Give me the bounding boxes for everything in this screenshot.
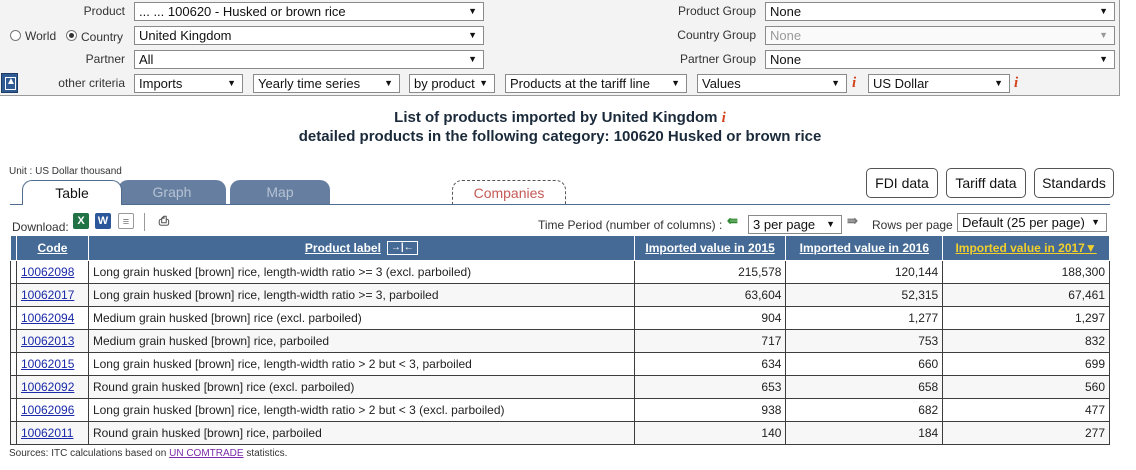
level-select[interactable]: Products at the tariff line ▼ [505, 74, 687, 93]
product-code-link[interactable]: 10062094 [20, 311, 75, 325]
chevron-down-icon: ▼ [468, 6, 477, 16]
country-label: Country [81, 30, 124, 44]
product-code-link[interactable]: 10062096 [20, 403, 75, 417]
info-icon[interactable]: i [852, 75, 857, 91]
criteria-panel [0, 0, 1120, 96]
value-2015-cell: 63,604 [634, 284, 786, 307]
value-2016-cell: 660 [786, 353, 943, 376]
code-cell[interactable] [16, 422, 88, 445]
product-select[interactable]: ... ... 100620 - Husked or brown rice ▼ [134, 2, 484, 21]
product-code-link[interactable]: 10062011 [20, 426, 74, 440]
collapse-criteria-button[interactable] [1, 73, 18, 93]
value-2016-cell: 120,144 [786, 261, 943, 284]
code-cell[interactable] [16, 399, 88, 422]
tab-table[interactable]: Table [22, 180, 122, 205]
chevron-down-icon: ▼ [826, 219, 835, 229]
partner-label: Partner [85, 52, 125, 66]
value-2017-cell: 277 [943, 422, 1110, 445]
value-2015-cell: 634 [634, 353, 786, 376]
product-label-cell: Medium grain husked [brown] rice (excl. parboiled) [88, 307, 634, 330]
rows-per-page-select[interactable]: Default (25 per page) ▼ [957, 213, 1107, 232]
table-row [11, 376, 1110, 399]
value-2015-cell: 653 [634, 376, 786, 399]
world-label: World [25, 29, 57, 43]
value-2017-cell: 1,297 [943, 307, 1110, 330]
partner-select[interactable]: All ▼ [134, 50, 484, 69]
trade-flow-select[interactable]: Imports ▼ [134, 74, 243, 93]
page-title [0, 108, 1120, 146]
text-file-icon[interactable]: ≡ [118, 213, 134, 229]
table-row [11, 353, 1110, 376]
table-row [11, 330, 1110, 353]
value-2015-cell: 717 [634, 330, 786, 353]
other-criteria-label: other criteria [58, 76, 125, 90]
product-label-header[interactable]: Product label →|← [88, 236, 634, 261]
expand-columns-icon[interactable]: →|← [387, 241, 418, 255]
standards-button[interactable]: Standards [1034, 168, 1114, 198]
by-select[interactable]: by product ▼ [409, 74, 495, 93]
chevron-down-icon: ▼ [384, 78, 393, 88]
product-code-link[interactable]: 10062013 [20, 334, 75, 348]
country-select[interactable]: United Kingdom ▼ [134, 26, 484, 45]
value-2015-cell: 215,578 [634, 261, 786, 284]
table-row [11, 399, 1110, 422]
sources-suffix: statistics. [246, 448, 288, 459]
series-select[interactable]: Yearly time series ▼ [253, 74, 400, 93]
chevron-down-icon: ▼ [227, 78, 236, 88]
fdi-data-button[interactable]: FDI data [866, 168, 938, 198]
value-2017-cell: 560 [943, 376, 1110, 399]
product-code-link[interactable]: 10062015 [20, 357, 75, 371]
code-cell[interactable] [16, 330, 88, 353]
value-2015-cell: 938 [634, 399, 786, 422]
country-group-label: Country Group [677, 28, 756, 42]
product-label-cell: Round grain husked [brown] rice (excl. parboiled) [88, 376, 634, 399]
value-2016-cell: 184 [786, 422, 943, 445]
currency-select[interactable]: US Dollar ▼ [868, 74, 1010, 93]
chevron-down-icon: ▼ [468, 30, 477, 40]
previous-period-icon[interactable]: ⇚ [727, 213, 738, 228]
tariff-data-button[interactable]: Tariff data [946, 168, 1026, 198]
chevron-down-icon: ▼ [671, 78, 680, 88]
tab-map[interactable]: Map [230, 180, 330, 204]
chevron-down-icon: ▼ [831, 78, 840, 88]
value-2016-cell: 658 [786, 376, 943, 399]
country-group-select[interactable]: None ▼ [765, 26, 1115, 45]
product-label-cell: Round grain husked [brown] rice, parboiled [88, 422, 634, 445]
value-2015-cell: 140 [634, 422, 786, 445]
code-cell[interactable] [16, 284, 88, 307]
products-table [10, 235, 1110, 445]
imported-2017-header[interactable]: Imported value in 2017▼ [943, 236, 1110, 261]
value-2016-cell: 52,315 [786, 284, 943, 307]
chevron-down-icon: ▼ [994, 78, 1003, 88]
product-label-cell: Long grain husked [brown] rice, length-width ratio >= 3 (excl. parboiled) [88, 261, 634, 284]
un-comtrade-link[interactable]: UN COMTRADE [169, 448, 244, 459]
table-row [11, 307, 1110, 330]
printer-icon[interactable]: ⎙ [156, 213, 172, 229]
sources-prefix: Sources: ITC calculations based on [9, 448, 167, 459]
value-2017-cell: 67,461 [943, 284, 1110, 307]
tab-companies[interactable]: Companies [452, 180, 566, 204]
product-code-link[interactable]: 10062092 [20, 380, 75, 394]
imported-2016-header[interactable]: Imported value in 2016 [786, 236, 943, 261]
product-label-cell: Long grain husked [brown] rice, length-width ratio > 2 but < 3, parboiled [88, 353, 634, 376]
chevron-down-icon: ▼ [1099, 6, 1108, 16]
table-row [11, 284, 1110, 307]
partner-group-select[interactable]: None ▼ [765, 50, 1115, 69]
title-line-1: List of products imported by United Kingdom [394, 109, 718, 126]
product-code-link[interactable]: 10062017 [20, 288, 75, 302]
time-period-select[interactable]: 3 per page ▼ [748, 215, 842, 234]
product-label: Product [83, 4, 125, 18]
excel-icon[interactable]: X [73, 213, 89, 229]
chevron-down-icon: ▼ [1099, 30, 1108, 40]
measure-select[interactable]: Values ▼ [697, 74, 847, 93]
value-2016-cell: 1,277 [786, 307, 943, 330]
rows-per-page-label: Rows per page [872, 218, 953, 232]
product-label-cell: Long grain husked [brown] rice, length-width ratio >= 3, parboiled [88, 284, 634, 307]
sources-note [9, 448, 287, 459]
table-header-row [11, 236, 1110, 261]
product-label-cell: Medium grain husked [brown] rice, parboiled [88, 330, 634, 353]
table-row [11, 422, 1110, 445]
world-radio[interactable] [10, 30, 21, 41]
code-cell[interactable] [16, 376, 88, 399]
partner-group-label: Partner Group [679, 52, 756, 66]
code-cell[interactable] [16, 261, 88, 284]
country-radio[interactable] [66, 30, 77, 41]
product-code-link[interactable]: 10062098 [20, 265, 75, 279]
time-period-label: Time Period (number of columns) : [538, 218, 723, 232]
value-2016-cell: 682 [786, 399, 943, 422]
code-cell[interactable] [16, 307, 88, 330]
value-2016-cell: 753 [786, 330, 943, 353]
word-icon[interactable]: W [95, 213, 111, 229]
tab-graph[interactable]: Graph [118, 180, 226, 204]
next-period-icon[interactable]: ⇛ [847, 213, 858, 228]
value-2017-cell: 188,300 [943, 261, 1110, 284]
chevron-down-icon: ▼ [479, 78, 488, 88]
code-header[interactable]: Code [16, 236, 88, 261]
info-icon[interactable]: i [1014, 75, 1019, 91]
info-icon[interactable]: i [721, 110, 726, 126]
code-cell[interactable] [16, 353, 88, 376]
value-2017-cell: 699 [943, 353, 1110, 376]
chevron-down-icon: ▼ [1091, 217, 1100, 227]
sort-descending-icon: ▼ [1084, 241, 1097, 255]
table-row [11, 261, 1110, 284]
imported-2015-header[interactable]: Imported value in 2015 [634, 236, 786, 261]
value-2017-cell: 832 [943, 330, 1110, 353]
toolbar-divider [144, 213, 145, 231]
value-2015-cell: 904 [634, 307, 786, 330]
product-label-cell: Long grain husked [brown] rice, length-width ratio > 2 but < 3 (excl. parboiled) [88, 399, 634, 422]
product-group-select[interactable]: None ▼ [765, 2, 1115, 21]
unit-label: Unit : US Dollar thousand [9, 166, 122, 177]
title-line-2: detailed products in the following category: 100620 Husked or brown rice [298, 128, 822, 145]
product-group-label: Product Group [677, 4, 756, 18]
download-label: Download: [12, 220, 69, 234]
chevron-down-icon: ▼ [1099, 54, 1108, 64]
chevron-down-icon: ▼ [468, 54, 477, 64]
tab-divider [10, 204, 1110, 205]
value-2017-cell: 477 [943, 399, 1110, 422]
arrow-up-icon: ▲ [6, 76, 16, 87]
